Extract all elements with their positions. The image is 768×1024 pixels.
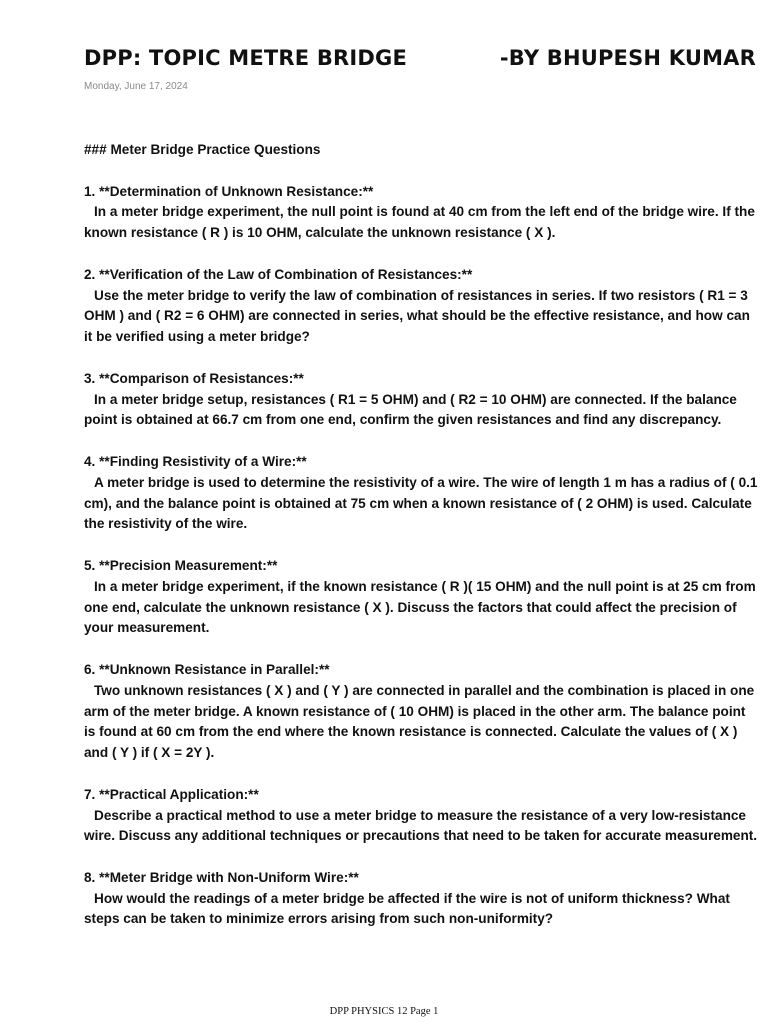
question-text: A meter bridge is used to determine the resistivity of a wire. The wire of length 1 m has a radius of ( 0.1 cm), and the balance point is obtained at 75 cm when a known resistance of ( 2 OHM) is used. Calculate the resistivity of the wire. — [84, 474, 758, 532]
question-2 — [84, 265, 760, 348]
question-title: 8. **Meter Bridge with Non-Uniform Wire:** — [84, 869, 359, 885]
question-title: 6. **Unknown Resistance in Parallel:** — [84, 661, 330, 677]
question-text: Two unknown resistances ( X ) and ( Y ) are connected in parallel and the combination is placed in one arm of the meter bridge. A known resistance of ( 10 OHM) is placed in the other arm. The balance point is found at 60 cm from the end where the known resistance is connected. Calculate the values of ( X ) and ( Y ) if ( X = 2Y ). — [84, 682, 755, 761]
question-5 — [84, 556, 760, 639]
question-1 — [84, 182, 760, 244]
question-title: 7. **Practical Application:** — [84, 786, 259, 802]
date-stamp: Monday, June 17, 2024 — [84, 81, 188, 92]
question-text: In a meter bridge experiment, if the known resistance ( R )( 15 OHM) and the null point is at 25 cm from one end, calculate the unknown resistance ( X ). Discuss the factors that could affect the precision of your measurement. — [84, 578, 756, 636]
question-8 — [84, 868, 760, 930]
page-title: DPP: TOPIC METRE BRIDGE — [84, 46, 408, 70]
question-text: In a meter bridge experiment, the null point is found at 40 cm from the left end of the bridge wire. If the known resistance ( R ) is 10 OHM, calculate the unknown resistance ( X ). — [84, 204, 755, 241]
question-7 — [84, 785, 760, 847]
section-heading: ### Meter Bridge Practice Questions — [84, 142, 321, 157]
question-4 — [84, 452, 760, 535]
question-text: How would the readings of a meter bridge be affected if the wire is not of uniform thickness? What steps can be taken to minimize errors arising from such non-uniformity? — [84, 890, 730, 927]
author-name: -BY BHUPESH KUMAR — [499, 46, 756, 70]
question-title: 3. **Comparison of Resistances:** — [84, 370, 304, 386]
page-header — [84, 46, 756, 78]
page-footer: DPP PHYSICS 12 Page 1 — [329, 1006, 439, 1017]
question-title: 2. **Verification of the Law of Combination of Resistances:** — [84, 266, 473, 282]
question-text: Describe a practical method to use a meter bridge to measure the resistance of a very low-resistance wire. Discuss any additional techniques or precautions that need to be taken for accurate measurement. — [84, 807, 758, 844]
question-title: 1. **Determination of Unknown Resistance:** — [84, 183, 374, 199]
document-body — [84, 140, 760, 930]
question-title: 5. **Precision Measurement:** — [84, 557, 278, 573]
question-6 — [84, 660, 760, 764]
question-text: Use the meter bridge to verify the law of combination of resistances in series. If two resistors ( R1 = 3 OHM ) and ( R2 = 6 OHM) are connected in series, what should be the effective resistance, and how can it be verified using a meter bridge? — [84, 287, 750, 345]
question-3 — [84, 369, 760, 431]
question-title: 4. **Finding Resistivity of a Wire:** — [84, 453, 307, 469]
question-text: In a meter bridge setup, resistances ( R1 = 5 OHM) and ( R2 = 10 OHM) are connected. If the balance point is obtained at 66.7 cm from one end, confirm the given resistances and find any discrepancy. — [84, 391, 737, 428]
